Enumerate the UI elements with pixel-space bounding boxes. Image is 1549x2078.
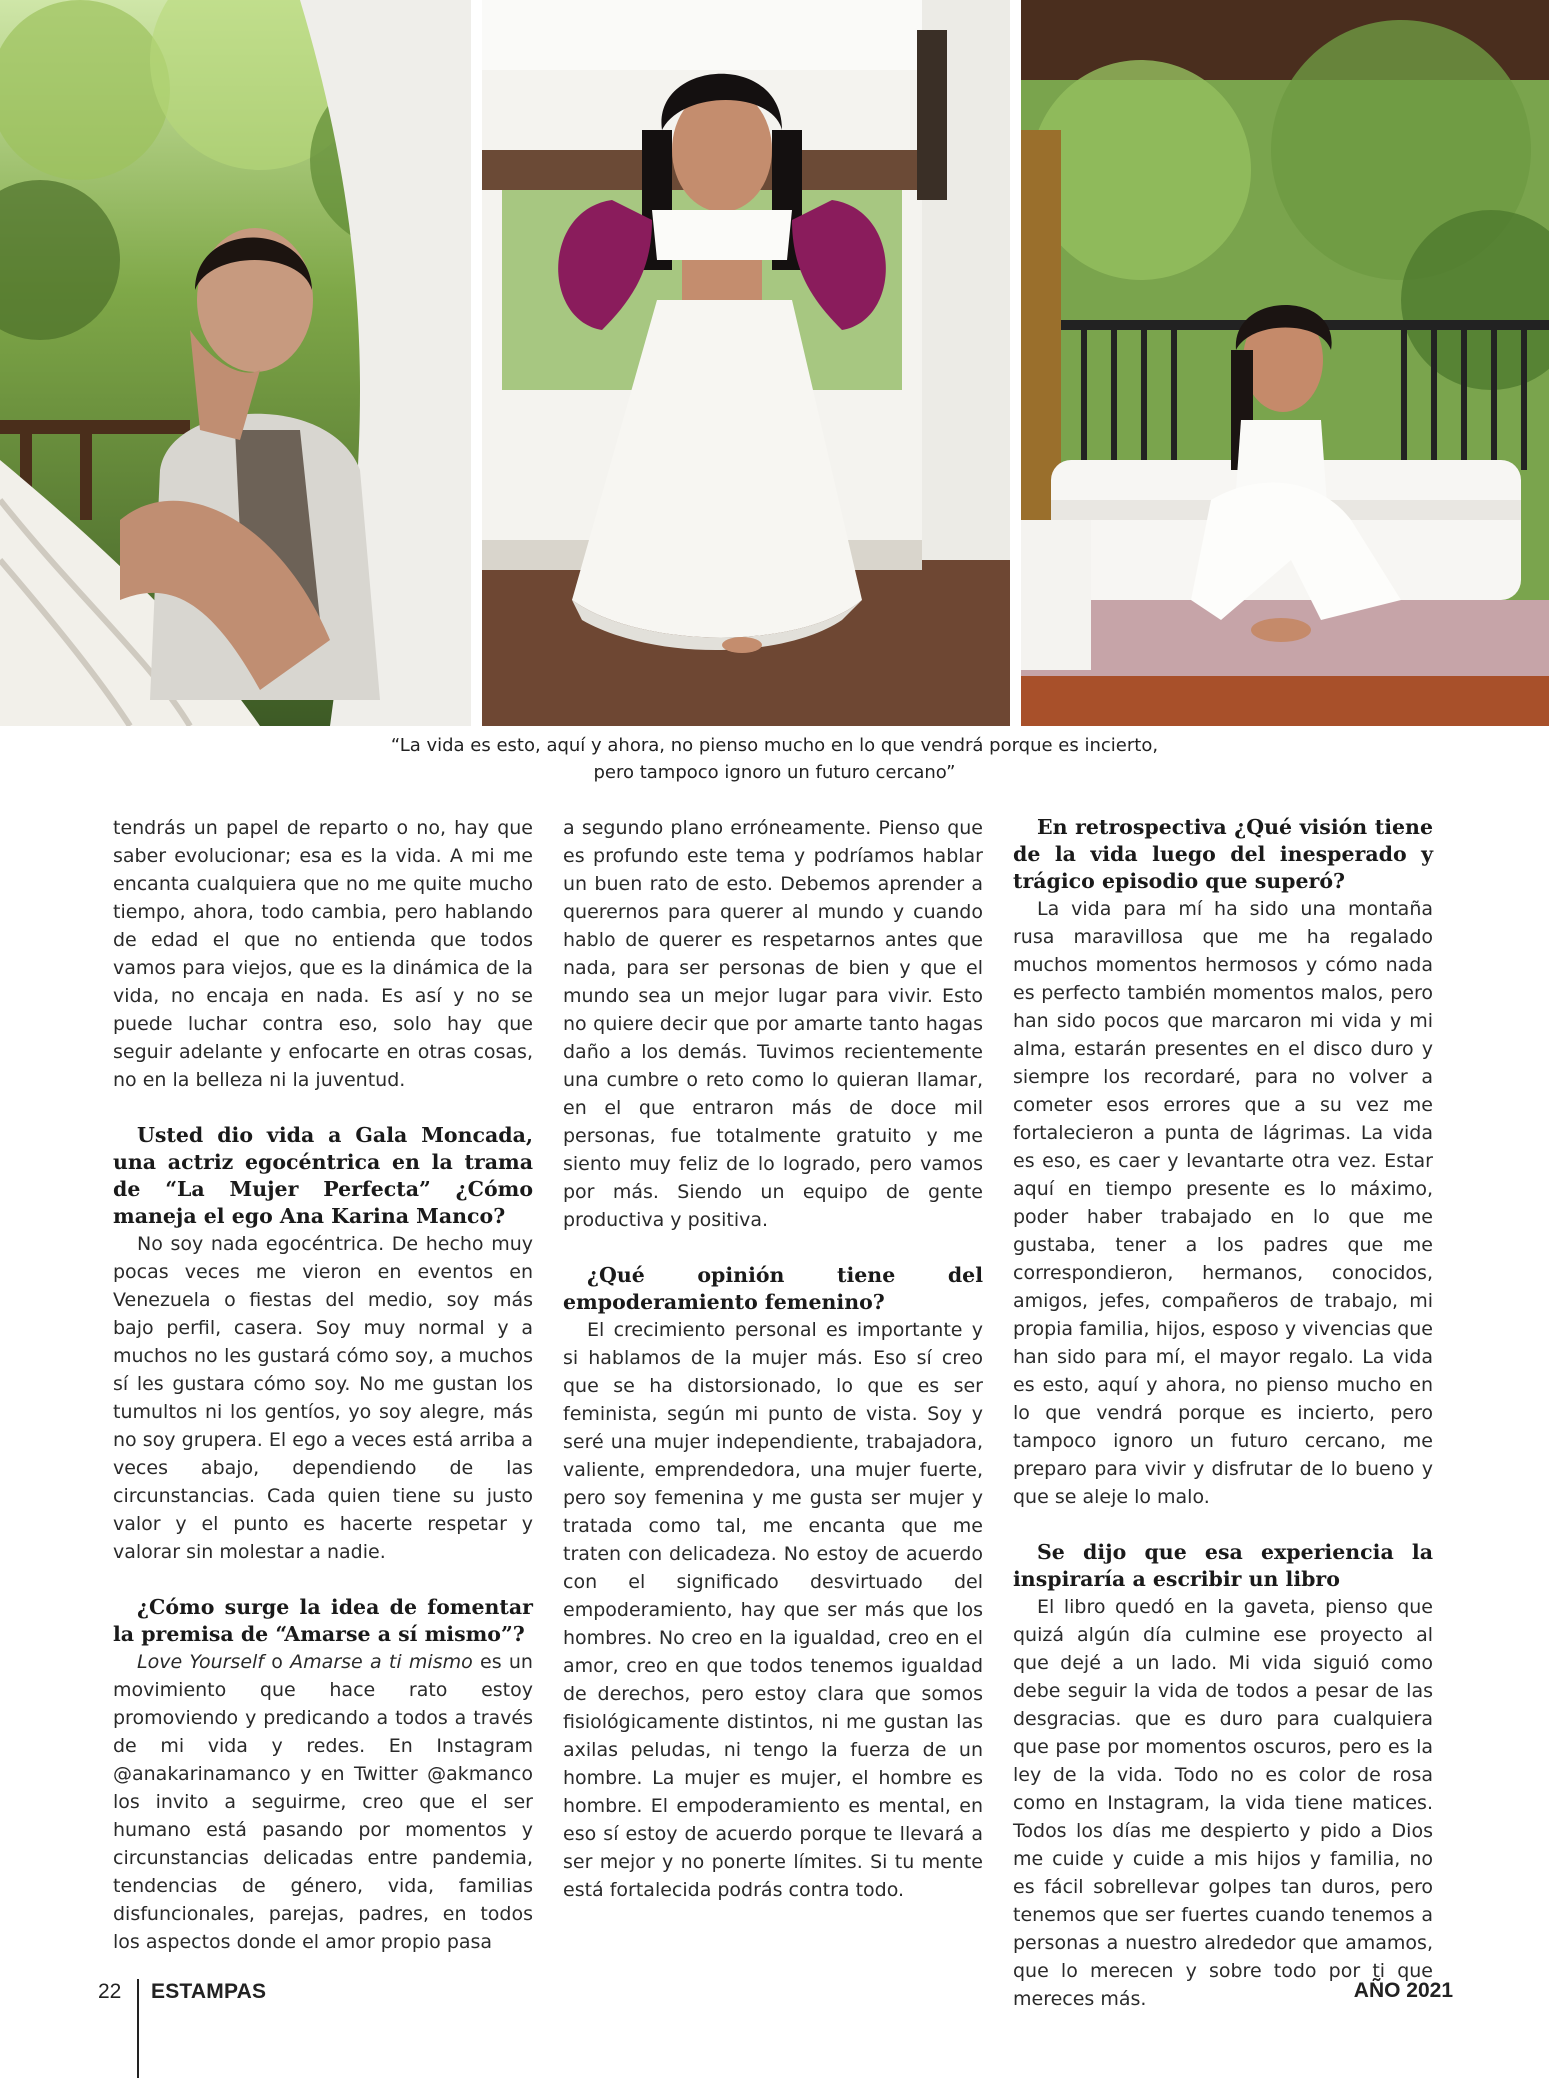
paragraph: a segundo plano erróneamente. Pienso que es profundo este tema y podríamos hablar un buen rato de esto. Debemos aprender a querernos para querer al mundo y cuando hablo de querer es respetarnos antes que nada, para ser personas de bien y que el mundo sea un mejor lugar para vivir. Esto no quiere decir que por amarte tanto hagas daño a los demás. Tuvimos recientemente una cumbre o reto como lo quieran llamar, en el que entraron más de doce mil personas, fue totalmente gratuito y me siento muy feliz de lo logrado, pero vamos por más. Siendo un equipo de gente productiva y positiva. [563,817,983,1231]
photo-walking [482,0,1010,726]
text-span: es un movimiento que hace rato estoy promoviendo y predicando a todos a través de mi vida y redes. En Instagram @anakarinamanco y en Twitter @akmanco los invito a seguirme, creo que el ser humano está pasando por momentos y circunstancias delicadas entre pandemia, tendencias de género, vida, familias disfuncionales, parejas, padres, en todos los aspectos donde el amor propio pasa [113,1651,533,1953]
question-heading: Usted dio vida a Gala Moncada, una actriz egocéntrica en la trama de “La Mujer Perfecta” ¿Cómo maneja el ego Ana Karina Manco? [113,1123,533,1228]
italic-phrase: Amarse a ti mismo [290,1651,473,1673]
caption-line-1: “La vida es esto, aquí y ahora, no pienso mucho en lo que vendrá porque es incierto, [390,735,1159,756]
paragraph: tendrás un papel de reparto o no, hay que saber evolucionar; esa es la vida. A mi me encanta cualquiera que no me quite mucho tiempo, ahora, todo cambia, pero hablando de edad el que no entienda que todos vamos para viejos, que es la dinámica de la vida, no encaja en nada. Es así y no se puede luchar contra eso, solo hay que seguir adelante y enfocarte en otras cosas, no en la belleza ni la juventud. [113,817,533,1091]
article-column-3 [1013,814,1433,2013]
text-span: o [263,1651,291,1673]
footer-divider [137,1979,139,2078]
issue-year: AÑO 2021 [1353,1979,1453,2002]
question-heading: ¿Qué opinión tiene del empoderamiento femenino? [563,1263,983,1314]
question-heading: En retrospectiva ¿Qué visión tiene de la vida luego del inesperado y trágico episodio que superó? [1013,815,1433,893]
italic-phrase: Love Yourself [137,1651,264,1673]
paragraph: El libro quedó en la gaveta, pienso que quizá algún día culmine ese proyecto al que dejé a un lado. Mi vida siguió como debe seguir la vida de todos a pesar de las desgracias. que es duro para cualquiera que pase por momentos oscuros, pero es la ley de la vida. Todo no es color de rosa como en Instagram, la vida tiene matices. Todos los días me despierto y pido a Dios me cuide y cuide a mis hijos y familia, no es fácil sobrellevar golpes tan duros, pero tenemos que ser fuertes cuando tenemos a personas a nuestro alrededor que amamos, que lo merecen y sobre todo por ti que mereces más. [1013,1596,1433,2010]
paragraph: La vida para mí ha sido una montaña rusa maravillosa que me ha regalado muchos momentos hermosos y cómo nada es perfecto también momentos malos, pero han sido pocos que marcaron mi vida y mi alma, estarán presentes en el disco duro y siempre los recordaré, para no volver a cometer esos errores que a su vez me fortalecieron a punta de lágrimas. La vida es eso, es caer y levantarte otra vez. Estar aquí en tiempo presente es lo máximo, poder haber trabajado en lo que me gustaba, tener a los padres que me correspondieron, hermanos, conocidos, amigos, jefes, compañeros de trabajo, mi propia familia, hijos, esposo y vivencias que han sido para mí, el mayor regalo. La vida es esto, aquí y ahora, no pienso mucho en lo que vendrá porque es incierto, pero tampoco ignoro un futuro cercano, me preparo para vivir y disfrutar de lo bueno y que se aleje lo malo. [1013,898,1433,1508]
article-column-1 [113,814,533,1956]
magazine-name: ESTAMPAS [151,1980,267,2003]
question-heading: ¿Cómo surge la idea de fomentar la premisa de “Amarse a sí mismo”? [113,1595,533,1646]
photo-sitting [1021,0,1549,726]
photo-caption [300,732,1249,786]
caption-line-2: pero tampoco ignoro un futuro cercano” [593,762,956,783]
photo-hammock [0,0,471,726]
page-number: 22 [98,1980,122,2003]
article-column-2 [563,814,983,1904]
paragraph [113,1648,533,1956]
paragraph: No soy nada egocéntrica. De hecho muy pocas veces me vieron en eventos en Venezuela o fiestas del medio, soy más bajo perfil, casera. Soy muy normal y a muchos no les gustará cómo soy, a muchos sí les gustara cómo soy. No me gustan los tumultos ni los gentíos, yo soy alegre, más no soy grupera. El ego a veces está arriba a veces abajo, dependiendo de las circunstancias. Cada quien tiene su justo valor y el punto es hacerte respetar y valorar sin molestar a nadie. [113,1233,533,1563]
paragraph: El crecimiento personal es importante y si hablamos de la mujer más. Eso sí creo que se ha distorsionado, lo que es ser feminista, según mi punto de vista. Soy y seré una mujer independiente, trabajadora, valiente, emprendedora, una mujer fuerte, pero soy femenina y me gusta ser mujer y tratada como tal, me encanta que me traten con delicadeza. No estoy de acuerdo con el significado desvirtuado del empoderamiento, hay que ser más que los hombres. No creo en la igualdad, creo en el amor, creo en que todos tenemos igualdad de derechos, pero estoy clara que somos fisiológicamente distintos, ni me gustan las axilas peludas, ni tengo la fuerza de un hombre. La mujer es mujer, el hombre es hombre. El empoderamiento es mental, en eso sí estoy de acuerdo porque te llevará a ser mejor y no ponerte límites. Si tu mente está fortalecida podrás contra todo. [563,1319,983,1901]
question-heading: Se dijo que esa experiencia la inspiraría a escribir un libro [1013,1540,1433,1591]
